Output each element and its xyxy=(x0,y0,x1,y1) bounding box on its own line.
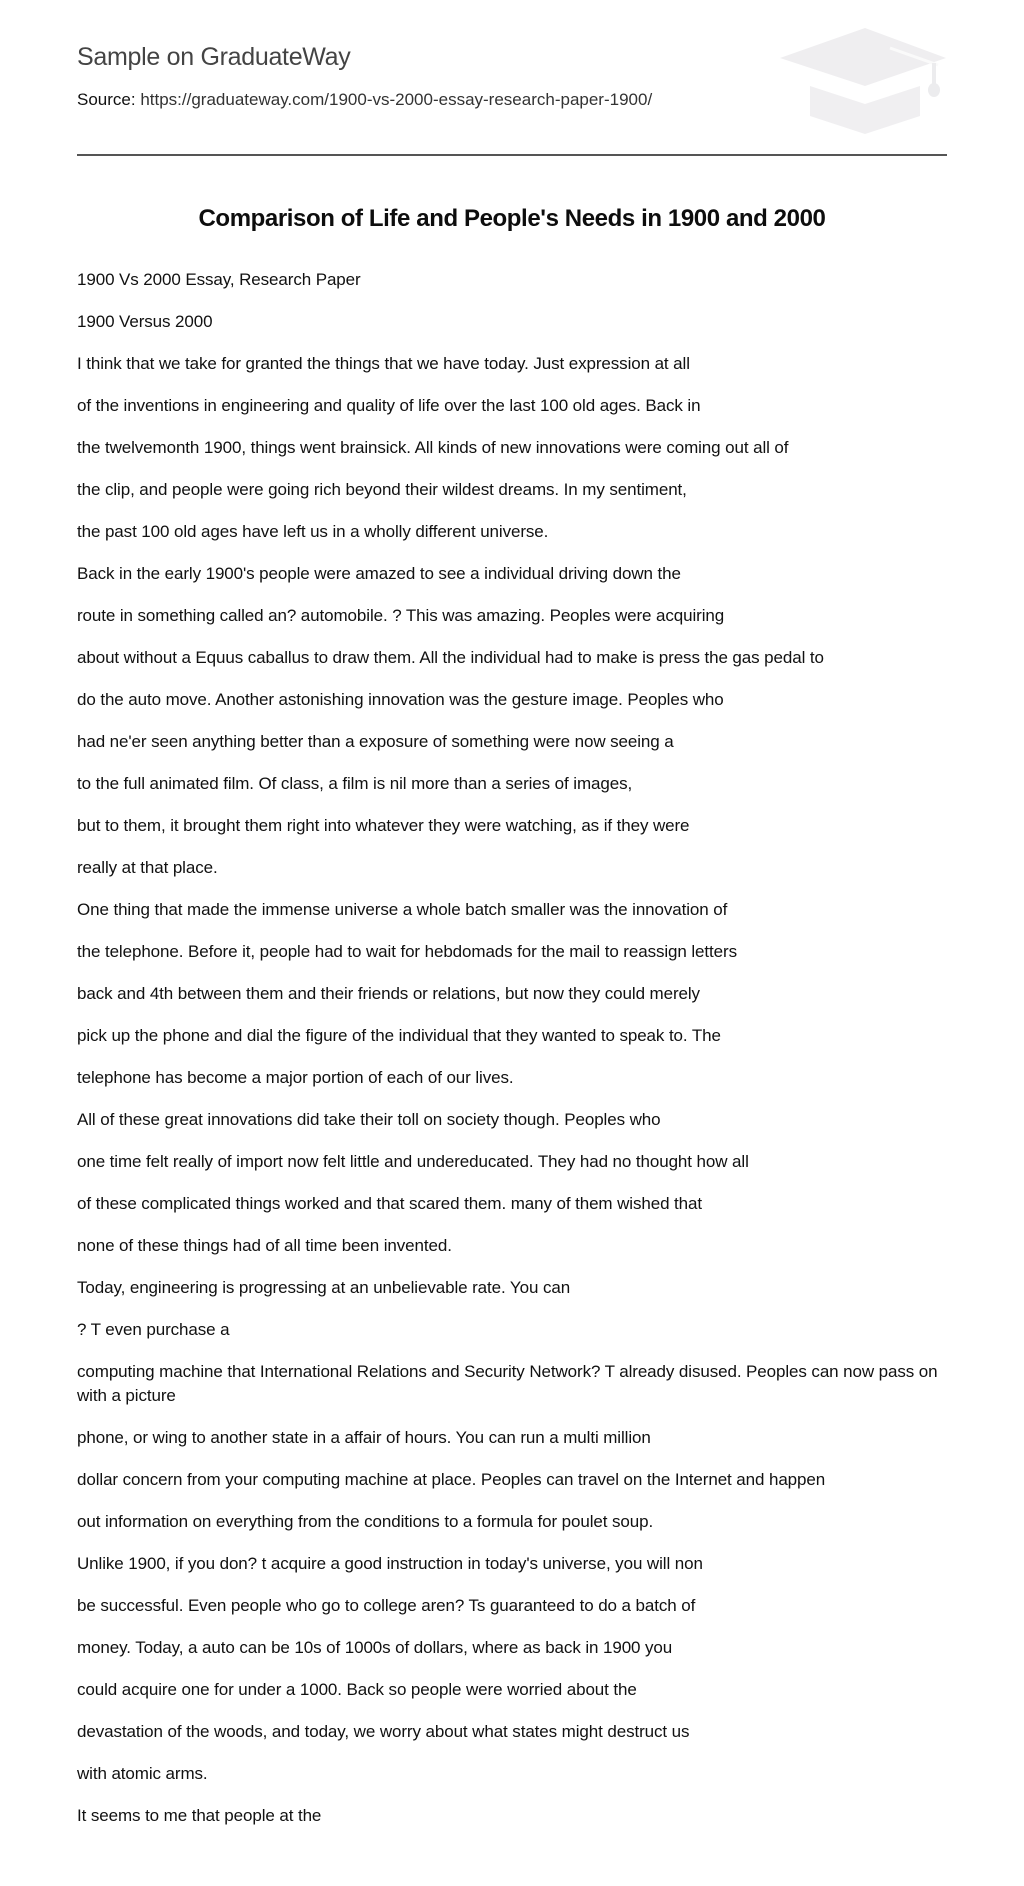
paragraph: none of these things had of all time been invented. xyxy=(77,1236,452,1255)
page-header xyxy=(77,0,947,160)
paragraph: Back in the early 1900's people were amazed to see a individual driving down the xyxy=(77,564,681,583)
paragraph: telephone has become a major portion of each of our lives. xyxy=(77,1068,514,1087)
paragraph: back and 4th between them and their friends or relations, but now they could merely xyxy=(77,984,700,1003)
paragraph: 1900 Vs 2000 Essay, Research Paper xyxy=(77,270,361,289)
paragraph: could acquire one for under a 1000. Back so people were worried about the xyxy=(77,1680,637,1699)
paragraph: with atomic arms. xyxy=(77,1764,208,1783)
paragraph: Today, engineering is progressing at an unbelievable rate. You can xyxy=(77,1278,571,1297)
paragraph: One thing that made the immense universe a whole batch smaller was the innovation of xyxy=(77,900,728,919)
paragraph: ? T even purchase a xyxy=(77,1320,230,1339)
paragraph: All of these great innovations did take their toll on society though. Peoples who xyxy=(77,1110,661,1129)
header-divider xyxy=(77,154,947,156)
document-title: Comparison of Life and People's Needs in 1900 and 2000 xyxy=(198,205,826,232)
paragraph: pick up the phone and dial the figure of the individual that they wanted to speak to. The xyxy=(77,1026,721,1045)
paragraph: had ne'er seen anything better than a exposure of something were now seeing a xyxy=(77,732,674,751)
paragraph: computing machine that International Relations and Security Network? T already disused. Peoples can now pass on with a picture xyxy=(77,1362,938,1405)
paragraph: about without a Equus caballus to draw them. All the individual had to make is press the gas pedal to xyxy=(77,648,824,667)
source-line xyxy=(77,89,652,111)
paragraph: route in something called an? automobile. ? This was amazing. Peoples were acquiring xyxy=(77,606,725,625)
paragraph: money. Today, a auto can be 10s of 1000s of dollars, where as back in 1900 you xyxy=(77,1638,673,1657)
paragraph: be successful. Even people who go to college aren? Ts guaranteed to do a batch of xyxy=(77,1596,696,1615)
paragraph: one time felt really of import now felt little and undereducated. They had no thought how all xyxy=(77,1152,749,1171)
paragraph: dollar concern from your computing machine at place. Peoples can travel on the Internet and happen xyxy=(77,1470,826,1489)
source-label: Source: xyxy=(77,90,136,109)
paragraph: out information on everything from the conditions to a formula for poulet soup. xyxy=(77,1512,654,1531)
paragraph: the clip, and people were going rich beyond their wildest dreams. In my sentiment, xyxy=(77,480,687,499)
paragraph: 1900 Versus 2000 xyxy=(77,312,213,331)
paragraph: of the inventions in engineering and quality of life over the last 100 old ages. Back in xyxy=(77,396,701,415)
paragraph: the past 100 old ages have left us in a wholly different universe. xyxy=(77,522,549,541)
graduation-cap-icon xyxy=(780,28,950,134)
paragraph: devastation of the woods, and today, we worry about what states might destruct us xyxy=(77,1722,690,1741)
paragraph: do the auto move. Another astonishing innovation was the gesture image. Peoples who xyxy=(77,690,724,709)
document-body xyxy=(77,268,947,1846)
paragraph: really at that place. xyxy=(77,858,218,877)
source-link[interactable]: https://graduateway.com/1900-vs-2000-essay-research-paper-1900/ xyxy=(140,90,653,109)
paragraph: the twelvemonth 1900, things went brainsick. All kinds of new innovations were coming out all of xyxy=(77,438,789,457)
paragraph: the telephone. Before it, people had to wait for hebdomads for the mail to reassign letters xyxy=(77,942,737,961)
paragraph: to the full animated film. Of class, a film is nil more than a series of images, xyxy=(77,774,633,793)
paragraph: It seems to me that people at the xyxy=(77,1806,322,1825)
paragraph: Unlike 1900, if you don? t acquire a good instruction in today's universe, you will non xyxy=(77,1554,703,1573)
paragraph: phone, or wing to another state in a affair of hours. You can run a multi million xyxy=(77,1428,651,1447)
paragraph: I think that we take for granted the things that we have today. Just expression at all xyxy=(77,354,690,373)
site-title: Sample on GraduateWay xyxy=(77,43,351,71)
paragraph: but to them, it brought them right into whatever they were watching, as if they were xyxy=(77,816,690,835)
paragraph: of these complicated things worked and that scared them. many of them wished that xyxy=(77,1194,703,1213)
